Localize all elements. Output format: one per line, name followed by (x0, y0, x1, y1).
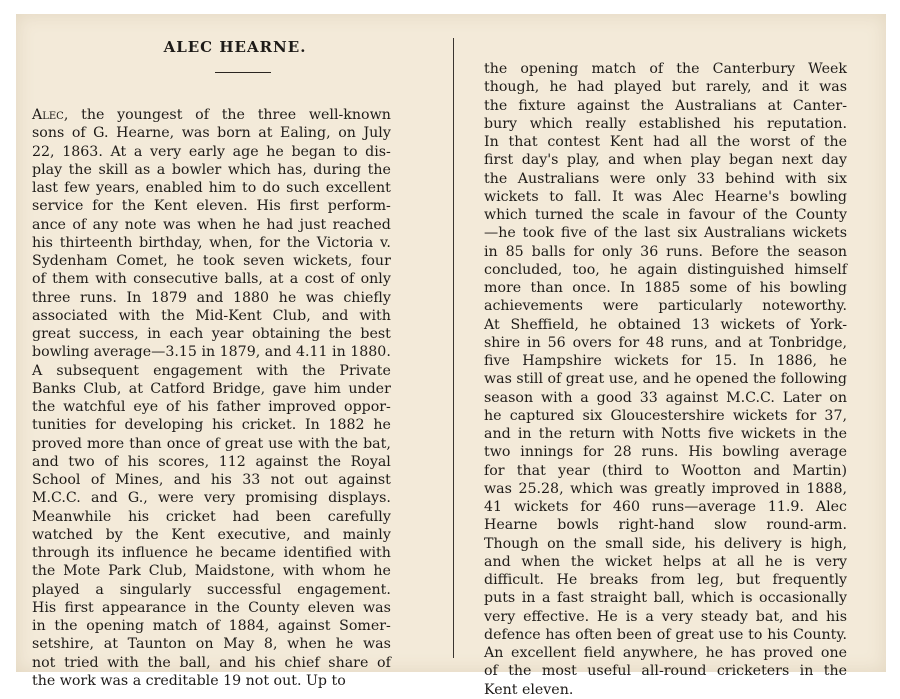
text-line: for that year (third to Wootton and Martin) (484, 462, 847, 479)
text-line: was still of great use, and he opened the following (484, 371, 847, 388)
text-line: the Australians were only 33 behind with six (484, 170, 847, 187)
text-line: Sydenham Comet, he took seven wickets, four (32, 253, 391, 269)
text-line: —he took five of the last six Australians wickets (484, 225, 847, 242)
text-line: Banks Club, at Catford Bridge, gave him under (32, 380, 391, 397)
text-line: played a singularly successful engagement. (32, 581, 391, 598)
text-line: Though on the small side, his delivery is high, (484, 535, 847, 552)
text-line: more than once. In 1885 some of his bowling (484, 280, 847, 296)
text-line: in the opening match of 1884, against Somer- (32, 618, 391, 634)
left-page-text (32, 106, 391, 690)
text-line: ance of any note was when he had just reached (32, 216, 391, 233)
text-line: wickets to fall. It was Alec Hearne's bowling (484, 188, 847, 205)
text-line: Alec, the youngest of the three well-known (32, 107, 391, 123)
text-line: shire in 56 overs for 48 runs, and at Tonbridge, (484, 334, 847, 351)
right-page-text (484, 60, 847, 699)
text-line: very effective. He is a very steady bat, and his (484, 608, 847, 625)
page-fold-line (453, 38, 454, 658)
text-line: achievements were particularly noteworthy. (484, 298, 847, 315)
text-line: 41 wickets for 460 runs—average 11.9. Alec (484, 499, 847, 515)
text-line: puts in a fast straight ball, which is occasionally (484, 590, 847, 607)
text-line: though, he had played but rarely, and it was (484, 79, 847, 96)
text-line: An excellent field anywhere, he has proved one (484, 645, 847, 661)
text-line: the watchful eye of his father improved oppor- (32, 399, 391, 415)
text-line: great success, in each year obtaining the best (32, 326, 391, 342)
text-line: five Hampshire wickets for 15. In 1886, he (484, 353, 847, 369)
text-line: setshire, at Taunton on May 8, when he was (32, 636, 391, 653)
opening-word: Alec, (32, 107, 69, 123)
text-line: the fixture against the Australians at Canter- (484, 97, 847, 114)
text-line: His first appearance in the County eleven was (32, 599, 391, 616)
text-line: School of Mines, and his 33 not out against (32, 472, 391, 488)
text-line: 22, 1863. At a very early age he began to dis- (32, 143, 391, 160)
text-line: sons of G. Hearne, was born at Ealing, on July (32, 125, 391, 142)
text-line: his thirteenth birthday, when, for the Victoria v. (32, 234, 391, 251)
book-spread (16, 14, 886, 698)
text-line: associated with the Mid-Kent Club, and with (32, 307, 391, 324)
text-line: proved more than once of great use with the bat, (32, 435, 391, 452)
text-line: and when the wicket helps at all he is very (484, 553, 847, 570)
text-line: the Mote Park Club, Maidstone, with whom he (32, 563, 391, 580)
text-line: tunities for developing his cricket. In 1882 he (32, 417, 391, 434)
text-line: Kent eleven. (484, 681, 574, 698)
text-line: and two of his scores, 112 against the Royal (32, 453, 391, 470)
text-line: season with a good 33 against M.C.C. Later on (484, 389, 847, 406)
text-line: concluded, too, he again distinguished himself (484, 261, 847, 278)
text-line: last few years, enabled him to do such excellent (32, 180, 391, 196)
text-line: he captured six Gloucestershire wickets for 37, (484, 407, 847, 424)
text-line: difficult. He breaks from leg, but frequently (484, 572, 847, 588)
text-line: watched by the Kent executive, and mainly (32, 526, 391, 543)
page-title: ALEC HEARNE. (163, 38, 307, 56)
text-line: bury which really established his reputation. (484, 115, 847, 132)
text-line: the work was a creditable 19 not out. Up to (32, 672, 346, 689)
text-line: of the most useful all-round cricketers in the (484, 663, 847, 680)
text-line: and in the return with Notts five wickets in the (484, 426, 847, 442)
text-line: service for the Kent eleven. His first perform- (32, 198, 391, 215)
text-line: bowling average—3.15 in 1879, and 4.11 in 1880. (32, 344, 391, 361)
text-line: not tried with the ball, and his chief share of (32, 654, 391, 671)
text-line: in 85 balls for only 36 runs. Before the season (484, 243, 847, 260)
text-line: first day's play, and when play began next day (484, 152, 847, 169)
text-line: At Sheffield, he obtained 13 wickets of York- (484, 316, 847, 333)
text-line: the opening match of the Canterbury Week (484, 61, 847, 77)
text-line: A subsequent engagement with the Private (32, 362, 391, 379)
text-line: M.C.C. and G., were very promising displays. (32, 490, 391, 507)
text-line: play the skill as a bowler which has, during the (32, 161, 391, 178)
text-line: through its influence he became identified with (32, 545, 391, 561)
text-line: Meanwhile his cricket had been carefully (32, 508, 391, 525)
text-line: Hearne bowls right-hand slow round-arm. (484, 517, 847, 534)
text-line: In that contest Kent had all the worst of the (484, 134, 847, 150)
text-line: three runs. In 1879 and 1880 he was chiefly (32, 289, 391, 306)
title-rule (215, 72, 271, 73)
text-line: which turned the scale in favour of the County (484, 207, 847, 223)
text-line: of them with consecutive balls, at a cost of only (32, 271, 391, 288)
text-line: defence has often been of great use to his County. (484, 626, 847, 643)
text-line: was 25.28, which was greatly improved in 1888, (484, 480, 847, 497)
text-line: two innings for 28 runs. His bowling average (484, 444, 847, 461)
